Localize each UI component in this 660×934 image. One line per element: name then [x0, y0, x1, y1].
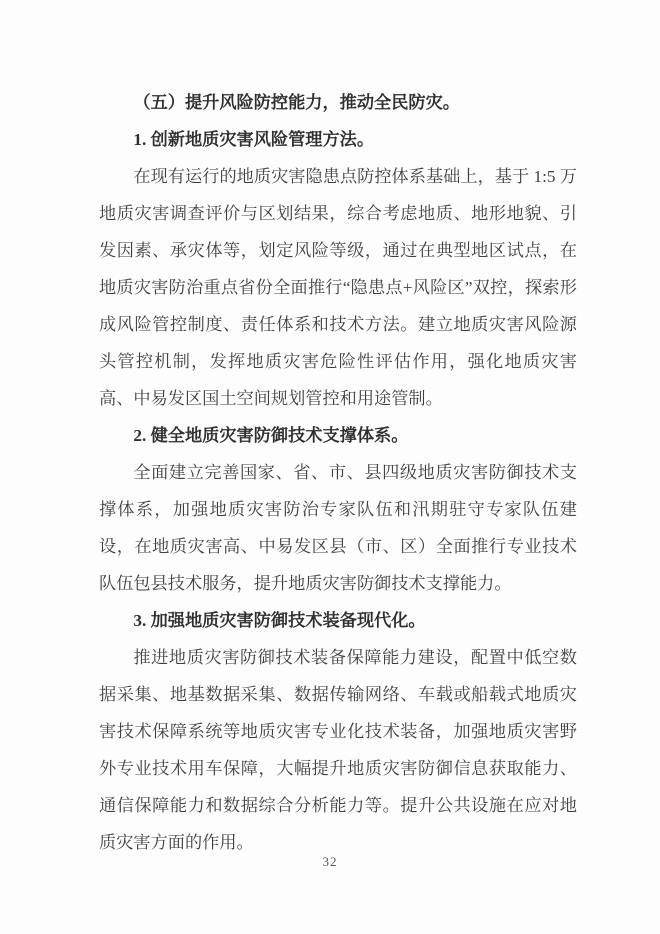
sub-heading-2: 2. 健全地质灾害防御技术支撑体系。 [133, 426, 409, 445]
paragraph-3: 推进地质灾害防御技术装备保障能力建设，配置中低空数据采集、地基数据采集、数据传输网络、车载或船载式地质灾害技术保障系统等地质灾害专业化技术装备，加强地质灾害野外专业技术用车保障，大幅提升地质灾害防御信息获取能力、通信保障能力和数据综合分析能力等。提升公共设施在应对地质灾害方面的作用。 [99, 648, 577, 852]
paragraph-1: 在现有运行的地质灾害隐患点防控体系基础上，基于 1:5 万地质灾害调查评价与区划结果，综合考虑地质、地形地貌、引发因素、承灾体等，划定风险等级，通过在典型地区试点，在地质灾害防治重点省份全面推行“隐患点+风险区”双控，探索形成风险管控制度、责任体系和技术方法。建立地质灾害风险源头管控机制，发挥地质灾害危险性评估作用，强化地质灾害高、中易发区国土空间规划管控和用途管制。 [99, 167, 577, 408]
paragraph-2: 全面建立完善国家、省、市、县四级地质灾害防御技术支撑体系，加强地质灾害防治专家队伍和汛期驻守专家队伍建设，在地质灾害高、中易发区县（市、区）全面推行专业技术队伍包县技术服务，提升地质灾害防御技术支撑能力。 [99, 463, 577, 593]
document-body [99, 84, 577, 861]
page-number: 32 [322, 854, 338, 869]
section-heading: （五）提升风险防控能力，推动全民防灾。 [133, 93, 460, 112]
sub-heading-1: 1. 创新地质灾害风险管理方法。 [133, 130, 375, 149]
sub-heading-3: 3. 加强地质灾害防御技术装备现代化。 [133, 611, 426, 630]
